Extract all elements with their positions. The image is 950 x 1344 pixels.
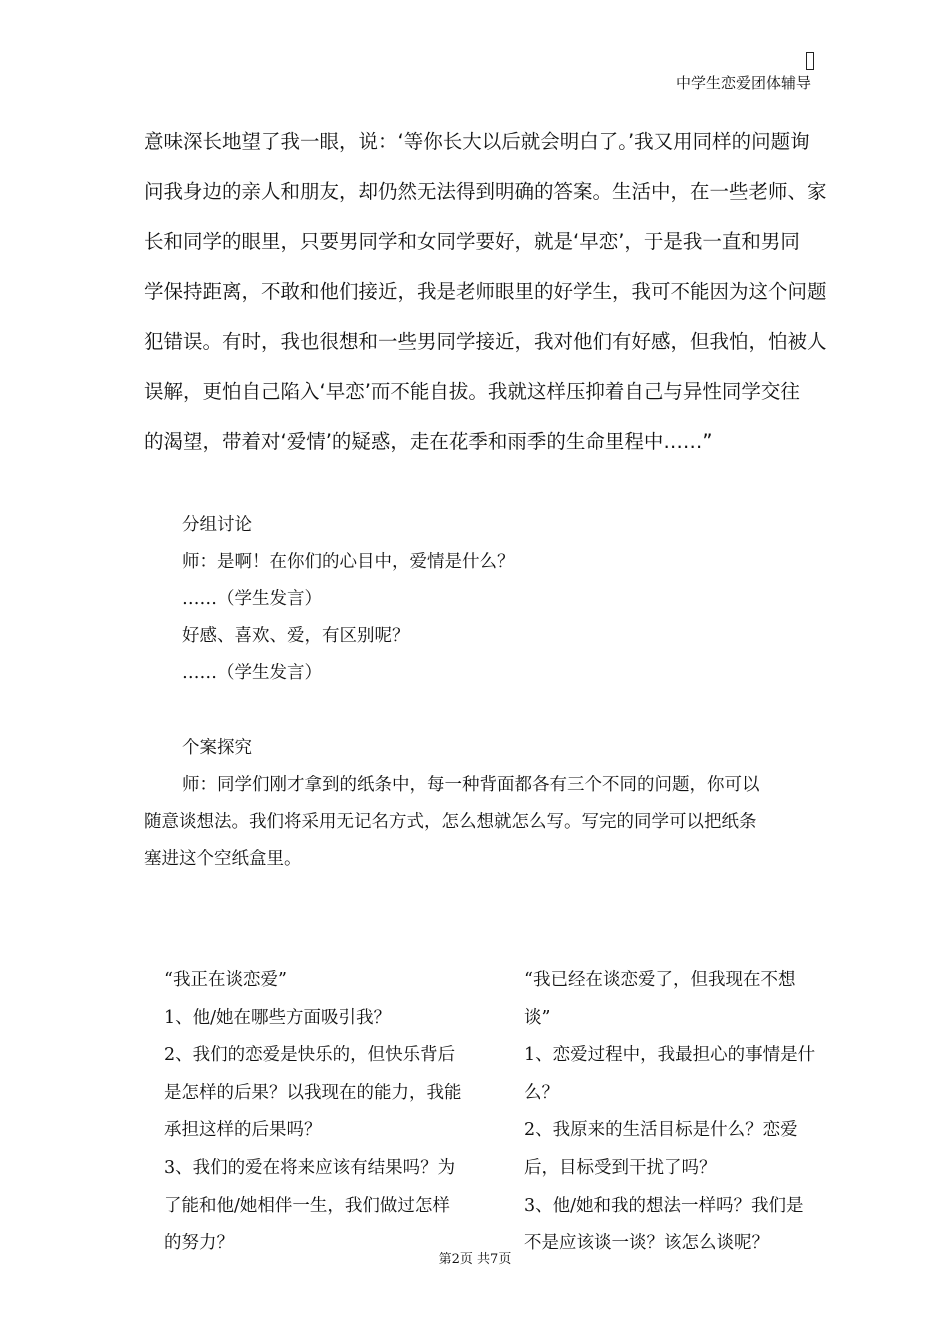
header-title: 中学生恋爱团体辅导	[676, 74, 812, 92]
case-study-line: 随意谈想法。我们将采用无记名方式，怎么想就怎么写。写完的同学可以把纸条	[144, 812, 757, 832]
narrative-line: 学保持距离，不敢和他们接近，我是老师眼里的好学生，我可不能因为这个问题	[144, 280, 827, 303]
narrative-line: 误解，更怕自己陷入‘早恋’而不能自拔。我就这样压抑着自己与异性同学交往	[144, 380, 800, 403]
card-line: 3、他/她和我的想法一样吗？我们是	[524, 1195, 804, 1216]
discussion-line: ……（学生发言）	[182, 589, 322, 609]
card-line: 3、我们的爱在将来应该有结果吗？为	[164, 1157, 456, 1178]
card-line: 了能和他/她相伴一生，我们做过怎样	[164, 1195, 450, 1216]
page-number: 第2页 共7页	[438, 1252, 512, 1267]
card-dating-now	[164, 962, 494, 1263]
narrative-paragraph	[144, 122, 827, 472]
case-study-section	[144, 730, 760, 878]
narrative-line: 犯错误。有时，我也很想和一些男同学接近，我对他们有好感，但我怕，怕被人	[144, 330, 827, 353]
card-line: 2、我们的恋爱是快乐的，但快乐背后	[164, 1045, 456, 1066]
narrative-line: 问我身边的亲人和朋友，却仍然无法得到明确的答案。生活中，在一些老师、家	[144, 180, 827, 203]
header-box-glyph-icon	[806, 52, 814, 70]
card-line: 不是应该谈一谈？该怎么谈呢？	[524, 1233, 769, 1254]
narrative-line: 意味深长地望了我一眼，说：‘等你长大以后就会明白了。’我又用同样的问题询	[144, 130, 810, 153]
card-line: 么？	[524, 1082, 559, 1103]
card-line: 是怎样的后果？以我现在的能力，我能	[164, 1082, 462, 1103]
card-line: 的努力？	[164, 1233, 234, 1254]
narrative-line: 长和同学的眼里，只要男同学和女同学要好，就是‘早恋’，于是我一直和男同	[144, 230, 800, 253]
card-line: 2、我原来的生活目标是什么？恋爱	[524, 1120, 798, 1141]
discussion-section	[144, 507, 515, 692]
discussion-line: 好感、喜欢、爱，有区别呢？	[182, 626, 410, 646]
card-title: “我已经在谈恋爱了，但我现在不想	[524, 970, 796, 990]
card-line: 1、恋爱过程中，我最担心的事情是什	[524, 1045, 816, 1066]
card-line: 后，目标受到干扰了吗？	[524, 1157, 717, 1178]
discussion-line: ……（学生发言）	[182, 663, 322, 683]
discussion-line: 师：是啊！在你们的心目中，爱情是什么？	[182, 552, 515, 572]
card-title: “我正在谈恋爱”	[164, 970, 287, 990]
case-study-line: 塞进这个空纸盒里。	[144, 849, 302, 869]
card-line: 1、他/她在哪些方面吸引我？	[164, 1007, 392, 1028]
card-line: 承担这样的后果吗？	[164, 1120, 322, 1141]
narrative-line: 的渴望，带着对‘爱情’的疑惑，走在花季和雨季的生命里程中……”	[144, 430, 713, 453]
discussion-heading: 分组讨论	[182, 515, 252, 535]
case-study-line: 师：同学们刚才拿到的纸条中，每一种背面都各有三个不同的问题，你可以	[182, 775, 760, 795]
case-study-heading: 个案探究	[182, 738, 252, 758]
card-dating-but-reluctant	[524, 962, 844, 1263]
card-title: 谈”	[524, 1007, 551, 1028]
